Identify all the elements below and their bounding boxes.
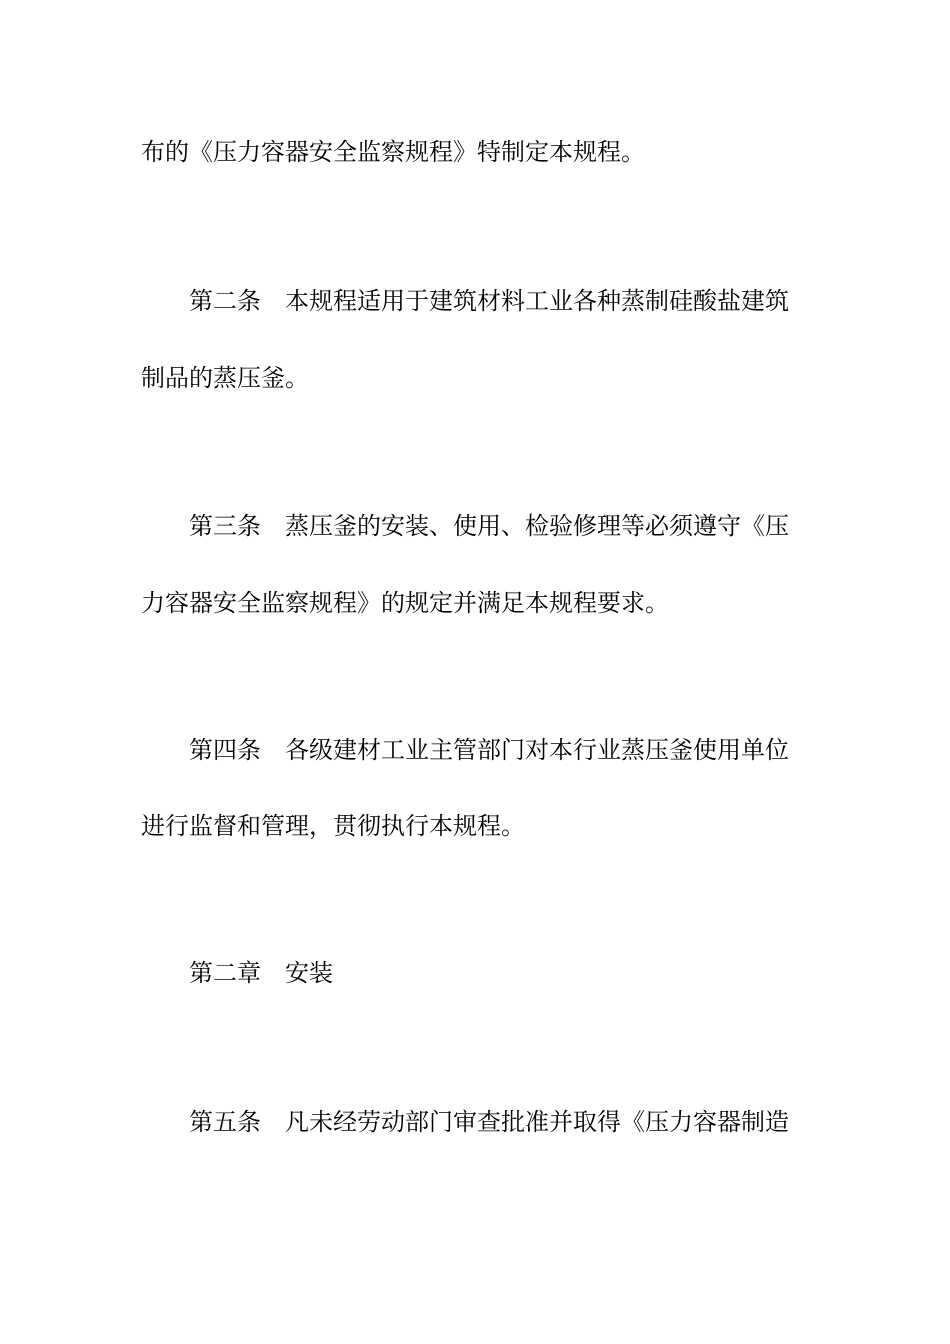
article-5-label: 第五条 xyxy=(189,1108,261,1136)
article-3-text-cont: 力容器安全监察规程》的规定并满足本规程要求。 xyxy=(141,589,669,617)
paragraph-text: 布的《压力容器安全监察规程》特制定本规程。 xyxy=(141,138,645,166)
article-4-line-2 xyxy=(141,811,525,841)
article-3-label: 第三条 xyxy=(189,512,261,540)
article-4-label: 第四条 xyxy=(189,736,261,764)
article-3-line-1 xyxy=(189,511,789,541)
article-5-line-1 xyxy=(189,1107,789,1137)
article-5-text: 凡未经劳动部门审查批准并取得《压力容器制造 xyxy=(285,1108,789,1136)
article-4-text-cont: 进行监督和管理，贯彻执行本规程。 xyxy=(141,812,525,840)
article-2-line-1 xyxy=(189,286,789,316)
article-4-text: 各级建材工业主管部门对本行业蒸压釜使用单位 xyxy=(285,736,789,764)
article-4-line-1 xyxy=(189,735,789,765)
chapter-2-title: 安装 xyxy=(285,959,333,987)
article-3-text: 蒸压釜的安装、使用、检验修理等必须遵守《压 xyxy=(285,512,789,540)
article-2-text-cont: 制品的蒸压釜。 xyxy=(141,364,309,392)
chapter-2-heading xyxy=(189,958,333,988)
article-3-line-2 xyxy=(141,588,669,618)
article-2-text: 本规程适用于建筑材料工业各种蒸制硅酸盐建筑 xyxy=(285,287,789,315)
chapter-2-label: 第二章 xyxy=(189,959,261,987)
paragraph-continuation xyxy=(141,137,645,167)
article-2-line-2 xyxy=(141,363,309,393)
article-2-label: 第二条 xyxy=(189,287,261,315)
